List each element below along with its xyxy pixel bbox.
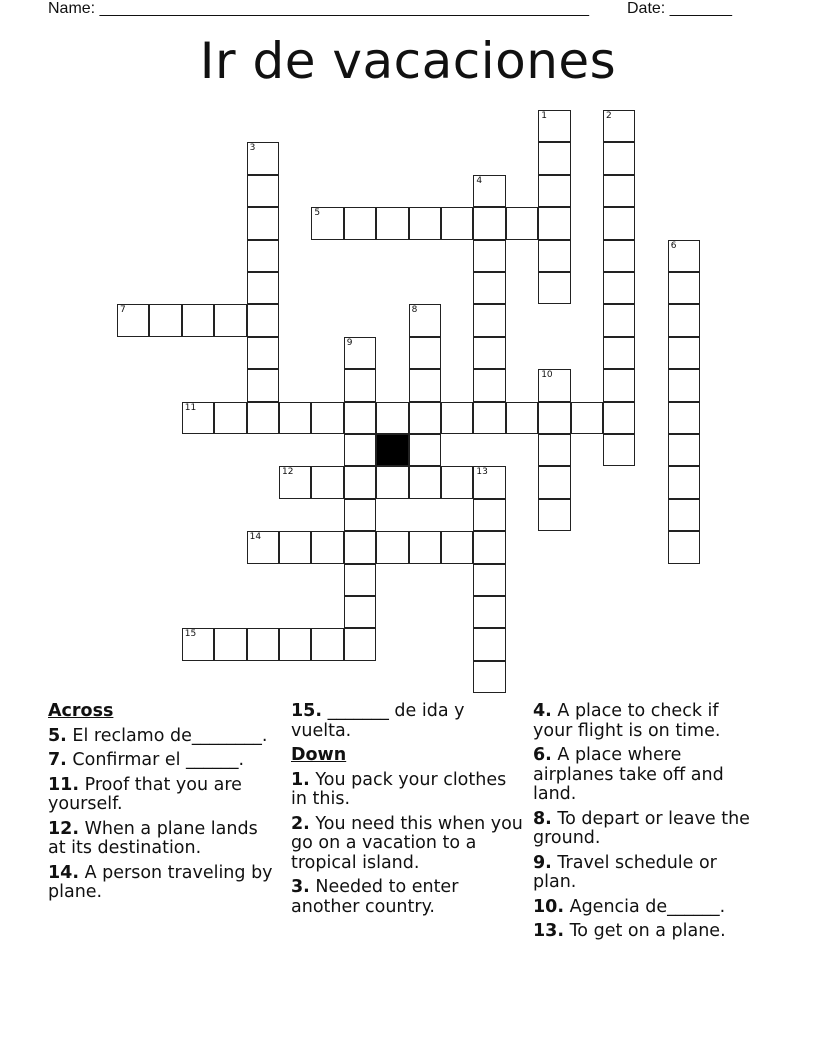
cell-number: 5 (314, 208, 321, 219)
answer-cell[interactable] (279, 531, 311, 563)
clue-text: A person traveling by plane. (48, 862, 273, 902)
answer-cell[interactable] (668, 531, 700, 563)
answer-cell[interactable] (376, 466, 408, 498)
answer-cell[interactable] (409, 531, 441, 563)
clue-down-1 (291, 771, 523, 810)
answer-cell[interactable] (344, 434, 376, 466)
clue-number: 6. (533, 745, 552, 765)
clue-down-8 (533, 810, 763, 849)
cell-number: 7 (120, 305, 126, 316)
answer-cell[interactable] (441, 466, 473, 498)
cell-number: 2 (606, 111, 612, 121)
clue-text: Travel schedule or plan. (533, 852, 717, 892)
clue-text: Proof that you are yourself. (48, 774, 242, 814)
answer-cell[interactable] (344, 628, 376, 660)
answer-cell[interactable] (149, 304, 181, 336)
answer-cell[interactable] (409, 466, 441, 498)
clue-down-4 (533, 702, 763, 741)
cell-number: 4 (476, 175, 483, 186)
clue-number: 13. (533, 921, 565, 941)
answer-cell[interactable] (668, 499, 700, 531)
answer-cell[interactable] (473, 596, 505, 628)
clue-number: 11. (48, 774, 80, 795)
answer-cell[interactable] (473, 272, 505, 304)
answer-cell[interactable] (538, 110, 570, 142)
answer-cell[interactable] (247, 207, 279, 239)
answer-cell[interactable] (603, 110, 635, 142)
answer-cell[interactable] (409, 304, 441, 336)
answer-cell[interactable] (182, 402, 214, 434)
page-title: Ir de vacaciones (199, 32, 617, 90)
answer-cell[interactable] (441, 207, 473, 239)
clue-number: 3. (291, 877, 310, 897)
clue-text: Agencia de______. (569, 896, 726, 917)
answer-cell[interactable] (214, 628, 246, 660)
answer-cell[interactable] (473, 466, 505, 498)
clue-down-9 (533, 854, 763, 893)
answer-cell[interactable] (538, 240, 570, 272)
answer-cell[interactable] (603, 337, 635, 369)
answer-cell[interactable] (603, 175, 635, 207)
clue-number: 2. (291, 813, 310, 834)
cell-number: 3 (249, 143, 256, 154)
answer-cell[interactable] (538, 499, 570, 531)
answer-cell[interactable] (603, 369, 635, 401)
answer-cell[interactable] (247, 369, 279, 401)
answer-cell[interactable] (247, 272, 279, 304)
clue-down-3 (291, 878, 523, 917)
down-heading: Down (291, 745, 347, 765)
clue-number: 8. (533, 808, 552, 829)
clue-text: El reclamo de________. (72, 725, 268, 746)
clue-across-11 (48, 776, 273, 815)
cell-number: 1 (541, 111, 547, 121)
clue-number: 7. (48, 750, 67, 770)
black-square (376, 434, 408, 466)
answer-cell[interactable] (344, 466, 376, 498)
answer-cell[interactable] (409, 434, 441, 466)
clue-text: You pack your clothes in this. (291, 769, 507, 809)
answer-cell[interactable] (344, 564, 376, 596)
answer-cell[interactable] (473, 628, 505, 660)
answer-cell[interactable] (473, 369, 505, 401)
answer-cell[interactable] (409, 207, 441, 239)
answer-cell[interactable] (344, 207, 376, 239)
answer-cell[interactable] (473, 337, 505, 369)
clue-number: 5. (48, 725, 67, 746)
answer-cell[interactable] (668, 402, 700, 434)
answer-cell[interactable] (473, 175, 505, 207)
answer-cell[interactable] (473, 531, 505, 563)
answer-cell[interactable] (344, 402, 376, 434)
clue-across-12 (48, 820, 273, 859)
answer-cell[interactable] (473, 499, 505, 531)
cell-number: 14 (249, 532, 262, 543)
answer-cell[interactable] (538, 466, 570, 498)
answer-cell[interactable] (538, 142, 570, 174)
answer-cell[interactable] (506, 207, 538, 239)
clue-text: _______ de ida y vuelta. (291, 701, 465, 741)
answer-cell[interactable] (344, 369, 376, 401)
answer-cell[interactable] (668, 304, 700, 336)
answer-cell[interactable] (214, 402, 246, 434)
answer-cell[interactable] (668, 240, 700, 272)
answer-cell[interactable] (603, 304, 635, 336)
answer-cell[interactable] (668, 337, 700, 369)
answer-cell[interactable] (376, 207, 408, 239)
clue-across-5 (48, 727, 273, 747)
clue-across-14 (48, 864, 273, 903)
answer-cell[interactable] (182, 628, 214, 660)
clue-down-6 (533, 746, 763, 805)
answer-cell[interactable] (247, 337, 279, 369)
answer-cell[interactable] (603, 142, 635, 174)
clue-text: Confirmar el ______. (72, 750, 245, 770)
answer-cell[interactable] (247, 175, 279, 207)
answer-cell[interactable] (506, 402, 538, 434)
answer-cell[interactable] (473, 304, 505, 336)
date-field-label: Date: _______ (627, 0, 732, 17)
answer-cell[interactable] (538, 434, 570, 466)
answer-cell[interactable] (279, 402, 311, 434)
answer-cell[interactable] (311, 628, 343, 660)
answer-cell[interactable] (247, 142, 279, 174)
answer-cell[interactable] (409, 369, 441, 401)
clue-number: 10. (533, 896, 565, 917)
answer-cell[interactable] (344, 499, 376, 531)
answer-cell[interactable] (311, 207, 343, 239)
answer-cell[interactable] (409, 402, 441, 434)
answer-cell[interactable] (182, 304, 214, 336)
cell-number: 10 (541, 370, 553, 381)
cell-number: 12 (282, 467, 294, 478)
answer-cell[interactable] (117, 304, 149, 336)
answer-cell[interactable] (441, 531, 473, 563)
clue-number: 9. (533, 852, 552, 873)
cell-number: 6 (670, 240, 677, 251)
answer-cell[interactable] (668, 466, 700, 498)
answer-cell[interactable] (668, 434, 700, 466)
answer-cell[interactable] (473, 661, 505, 693)
name-field-label: Name: _______________________________________________________ (48, 0, 589, 17)
answer-cell[interactable] (538, 207, 570, 239)
answer-cell[interactable] (247, 240, 279, 272)
answer-cell[interactable] (538, 175, 570, 207)
clue-across-7 (48, 751, 273, 771)
answer-cell[interactable] (279, 466, 311, 498)
clue-number: 15. (291, 701, 323, 721)
clue-text: When a plane lands at its destination. (48, 818, 258, 858)
answer-cell[interactable] (668, 272, 700, 304)
answer-cell[interactable] (279, 628, 311, 660)
answer-cell[interactable] (247, 628, 279, 660)
cell-number: 11 (184, 402, 197, 413)
clue-text: Needed to enter another country. (291, 877, 459, 917)
answer-cell[interactable] (214, 304, 246, 336)
answer-cell[interactable] (247, 304, 279, 336)
answer-cell[interactable] (311, 466, 343, 498)
answer-cell[interactable] (603, 207, 635, 239)
answer-cell[interactable] (344, 531, 376, 563)
answer-cell[interactable] (344, 337, 376, 369)
answer-cell[interactable] (538, 402, 570, 434)
answer-cell[interactable] (538, 272, 570, 304)
cell-number: 8 (411, 305, 418, 316)
answer-cell[interactable] (473, 240, 505, 272)
answer-cell[interactable] (571, 402, 603, 434)
answer-cell[interactable] (344, 596, 376, 628)
answer-cell[interactable] (247, 531, 279, 563)
answer-cell[interactable] (376, 402, 408, 434)
answer-cell[interactable] (473, 402, 505, 434)
answer-cell[interactable] (603, 240, 635, 272)
clue-text: To depart or leave the ground. (533, 808, 750, 848)
clue-column-2 (291, 702, 523, 922)
clue-number: 12. (48, 818, 80, 839)
clue-number: 14. (48, 862, 80, 883)
clue-down-10 (533, 898, 763, 918)
clue-number: 1. (291, 769, 310, 790)
answer-cell[interactable] (409, 337, 441, 369)
clue-number: 4. (533, 701, 552, 721)
answer-cell[interactable] (668, 369, 700, 401)
clue-down-2 (291, 815, 523, 874)
across-heading: Across (48, 701, 114, 721)
answer-cell[interactable] (538, 369, 570, 401)
answer-cell[interactable] (603, 434, 635, 466)
clue-text: A place where airplanes take off and land. (533, 745, 724, 804)
cell-number: 13 (476, 467, 488, 478)
answer-cell[interactable] (473, 207, 505, 239)
answer-cell[interactable] (311, 402, 343, 434)
clue-column-1 (48, 702, 273, 908)
cell-number: 9 (346, 337, 353, 348)
clue-across-15 (291, 702, 523, 741)
clue-down-13 (533, 922, 763, 942)
clue-text: To get on a plane. (569, 921, 726, 941)
answer-cell[interactable] (441, 402, 473, 434)
answer-cell[interactable] (473, 564, 505, 596)
clue-text: A place to check if your flight is on time. (533, 701, 721, 741)
answer-cell[interactable] (603, 272, 635, 304)
answer-cell[interactable] (603, 402, 635, 434)
answer-cell[interactable] (247, 402, 279, 434)
cell-number: 15 (184, 629, 197, 640)
clue-text: You need this when you go on a vacation to a tropical island. (291, 813, 523, 873)
answer-cell[interactable] (376, 531, 408, 563)
clue-column-3 (533, 702, 763, 947)
answer-cell[interactable] (311, 531, 343, 563)
